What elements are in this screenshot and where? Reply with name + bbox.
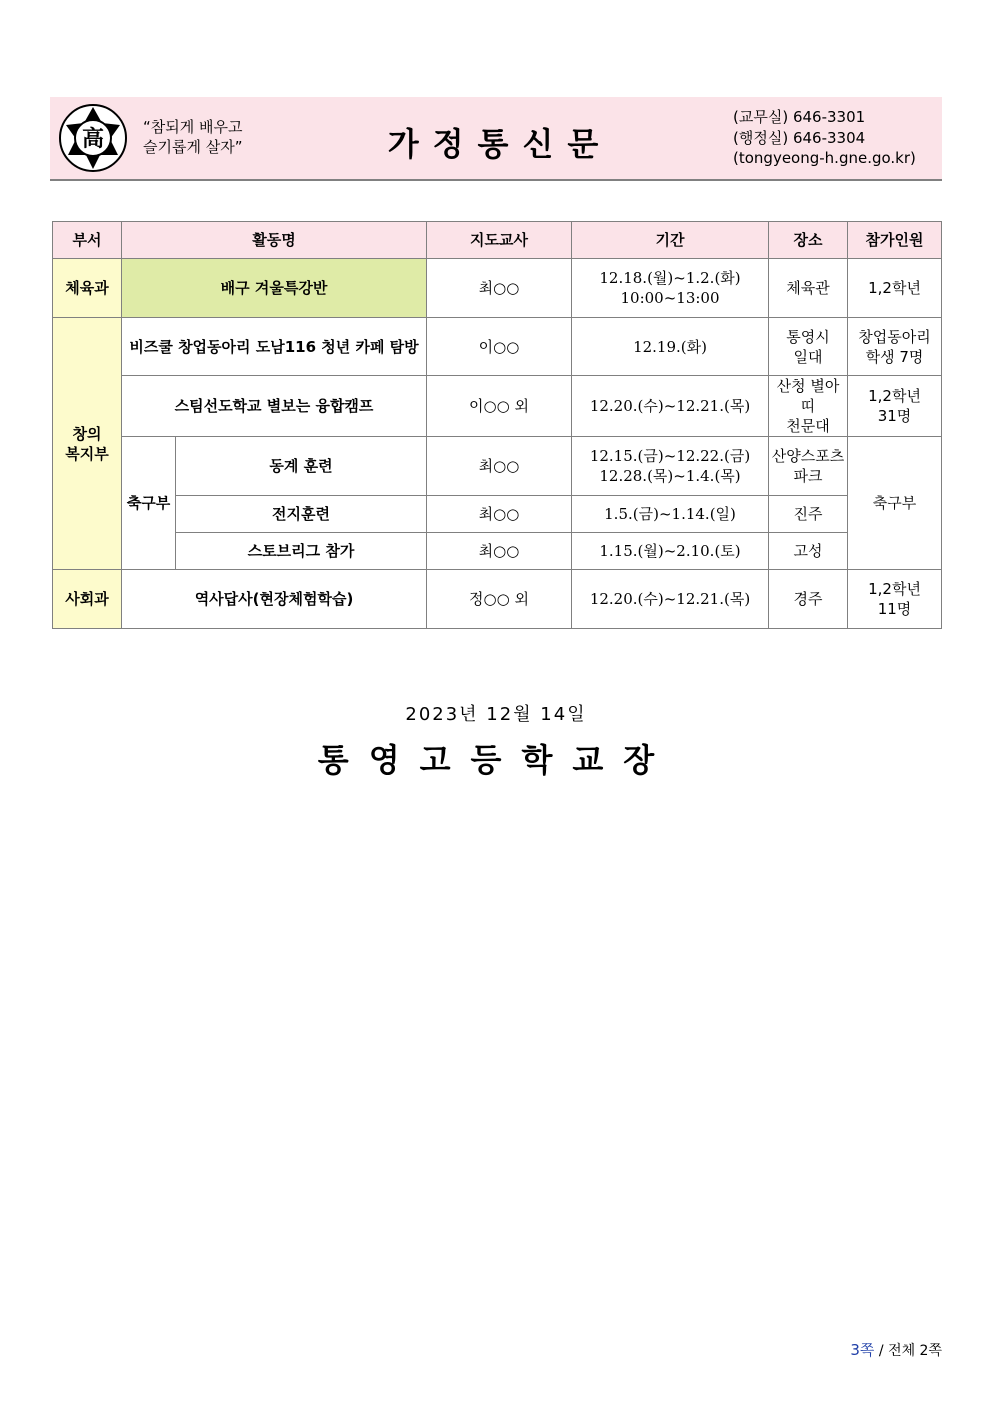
header-place: 장소 [769,222,848,259]
svg-text:高: 高 [81,127,105,152]
dept-line-2: 복지부 [65,444,109,463]
period-cell: 12.20.(수)~12.21.(목) [572,570,769,629]
teacher-cell: 정○○ 외 [427,570,572,629]
page-total: 전체 2쪽 [888,1343,942,1359]
place-cell: 고성 [769,533,848,570]
people-cell [848,376,942,437]
table-row [53,496,942,533]
dept-cell: 체육과 [53,259,122,318]
table-row [53,376,942,437]
place-line-1: 산양스포츠 [771,447,845,465]
teacher-cell: 이○○ [427,318,572,376]
teacher-cell: 이○○ 외 [427,376,572,437]
people-cell: 1,2학년 [848,259,942,318]
issue-date: 2023년 12월 14일 [405,704,587,725]
activity-cell: 배구 겨울특강반 [122,259,427,318]
place-cell [769,376,848,437]
page-number [850,1339,942,1360]
people-line-1: 1,2학년 [868,580,921,598]
table-row [53,570,942,629]
motto-line-1: “참되게 배우고 [143,118,243,136]
period-cell: 12.20.(수)~12.21.(목) [572,376,769,437]
people-cell: 축구부 [848,437,942,570]
period-cell: 1.5.(금)~1.14.(일) [572,496,769,533]
people-line-2: 31명 [877,407,912,425]
place-line-2: 파크 [793,467,823,485]
period-line-2: 10:00~13:00 [620,289,720,307]
place-line-2: 천문대 [786,417,830,435]
newsletter-header [50,97,942,181]
people-line-2: 학생 7명 [865,347,924,366]
place-line-2: 일대 [793,347,823,366]
period-cell [572,259,769,318]
people-cell [848,318,942,376]
school-motto [143,117,242,157]
contact-line-3: (tongyeong-h.gne.go.kr) [733,149,916,167]
header-activity: 활동명 [122,222,427,259]
header-people: 참가인원 [848,222,942,259]
period-cell [572,437,769,496]
teacher-cell: 최○○ [427,259,572,318]
people-line-1: 1,2학년 [868,387,921,405]
school-emblem-icon [58,103,128,173]
place-cell: 진주 [769,496,848,533]
page-current: 3쪽 [850,1341,875,1359]
header-dept: 부서 [53,222,122,259]
activity-cell: 전지훈련 [176,496,427,533]
place-cell [769,318,848,376]
table-row [53,437,942,496]
dept-line-1: 창의 [72,424,102,443]
teacher-cell: 최○○ [427,496,572,533]
activity-cell: 역사답사(현장체험학습) [122,570,427,629]
place-line-1: 통영시 [786,327,830,346]
people-cell [848,570,942,629]
teacher-cell: 최○○ [427,533,572,570]
activity-cell: 스팀선도학교 별보는 융합캠프 [122,376,427,437]
table-row [53,318,942,376]
period-cell: 12.19.(화) [572,318,769,376]
activity-cell: 동계 훈련 [176,437,427,496]
page-separator: / [874,1343,889,1359]
place-cell: 체육관 [769,259,848,318]
table-row [53,533,942,570]
teacher-cell: 최○○ [427,437,572,496]
header-period: 기간 [572,222,769,259]
table-header-row [53,222,942,259]
place-cell [769,437,848,496]
principal-signature: 통영고등학교장 [317,741,675,779]
page-title: 가정통신문 [387,125,613,163]
activity-cell: 스토브리그 참가 [176,533,427,570]
period-line-1: 12.15.(금)~12.22.(금) [589,447,751,465]
contact-info [733,107,916,169]
place-line-1: 산청 별아띠 [776,377,840,415]
dept-cell [53,318,122,570]
place-cell: 경주 [769,570,848,629]
period-line-1: 12.18.(월)~1.2.(화) [599,269,741,287]
activity-table [52,221,942,629]
table-row [53,259,942,318]
header-teacher: 지도교사 [427,222,572,259]
activity-cell: 비즈쿨 창업동아리 도남116 청년 카페 탐방 [122,318,427,376]
contact-line-2: (행정실) 646-3304 [733,128,866,147]
sub-dept-cell: 축구부 [122,437,176,570]
period-line-2: 12.28.(목)~1.4.(목) [599,467,741,485]
people-line-1: 창업동아리 [858,327,931,346]
people-line-2: 11명 [877,600,912,618]
motto-line-2: 슬기롭게 살자” [143,138,243,156]
period-cell: 1.15.(월)~2.10.(토) [572,533,769,570]
contact-line-1: (교무실) 646-3301 [733,108,866,126]
dept-cell: 사회과 [53,570,122,629]
